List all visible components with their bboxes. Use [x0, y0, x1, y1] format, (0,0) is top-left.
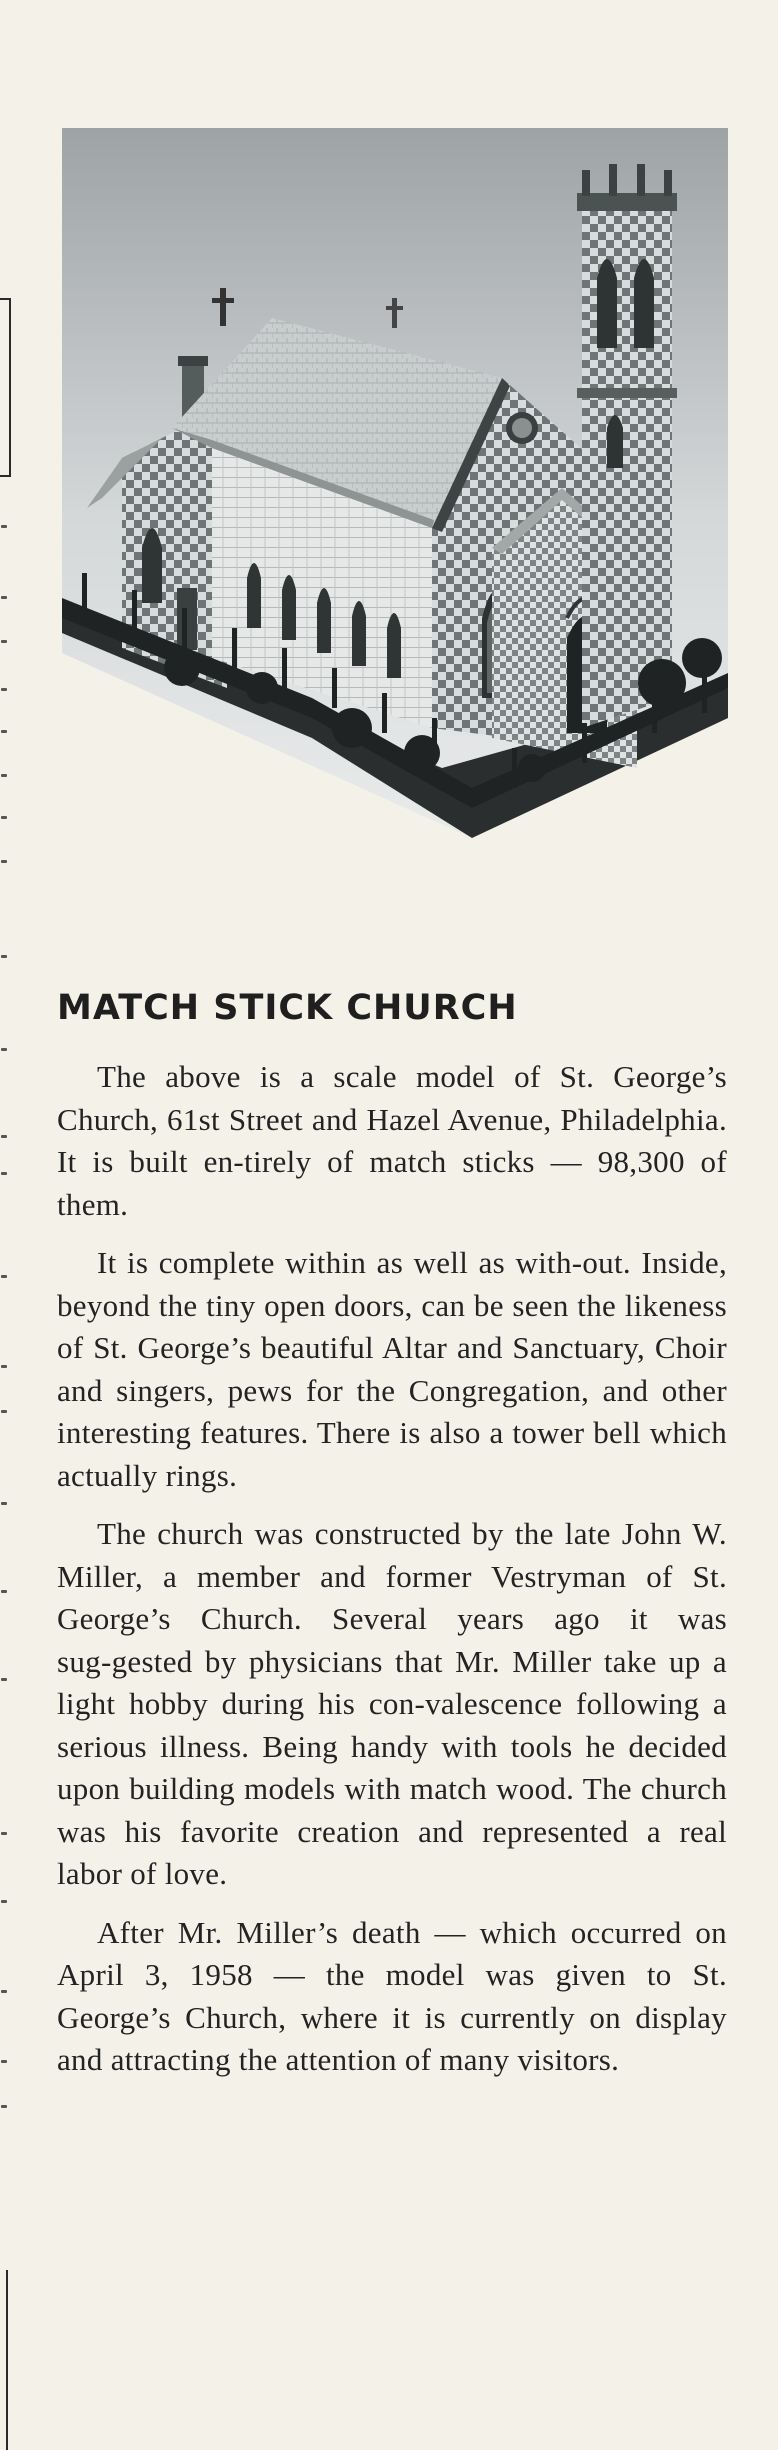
adjacent-page-text-fragments — [0, 0, 14, 2450]
article-paragraph-1: The above is a scale model of St. George’s Church, 61st Street and Hazel Avenue, Philadelphia. It is built en‑tirely of match sticks — 98,300 of them. — [57, 1059, 727, 1222]
church-model-photo — [62, 128, 728, 838]
article-paragraph-4: After Mr. Miller’s death — which occurred on April 3, 1958 — the model was given to St. George’s Church, where it is currently on display and attracting the attention of many visitors. — [57, 1914, 727, 2077]
article-headline: MATCH STICK CHURCH — [57, 988, 518, 1028]
article-paragraph-2: It is complete within as well as with‑out. Inside, beyond the tiny open doors, can be seen the likeness of St. George’s beautiful Altar and Sanctuary, Choir and singers, pews for the Congregation, and other interesting features. There is also a tower bell which actually rings. — [57, 1245, 727, 1493]
article-paragraph-3: The church was constructed by the late John W. Miller, a member and former Vestryman of St. George’s Church. Several years ago it was sug‑gested by physicians that Mr. Miller take up a light hobby during his con‑valescence following a serious illness. Being handy with tools he decided upon building models with match wood. The church was his favorite creation and represented a real labor of love. — [57, 1516, 727, 1891]
article — [57, 988, 727, 2098]
